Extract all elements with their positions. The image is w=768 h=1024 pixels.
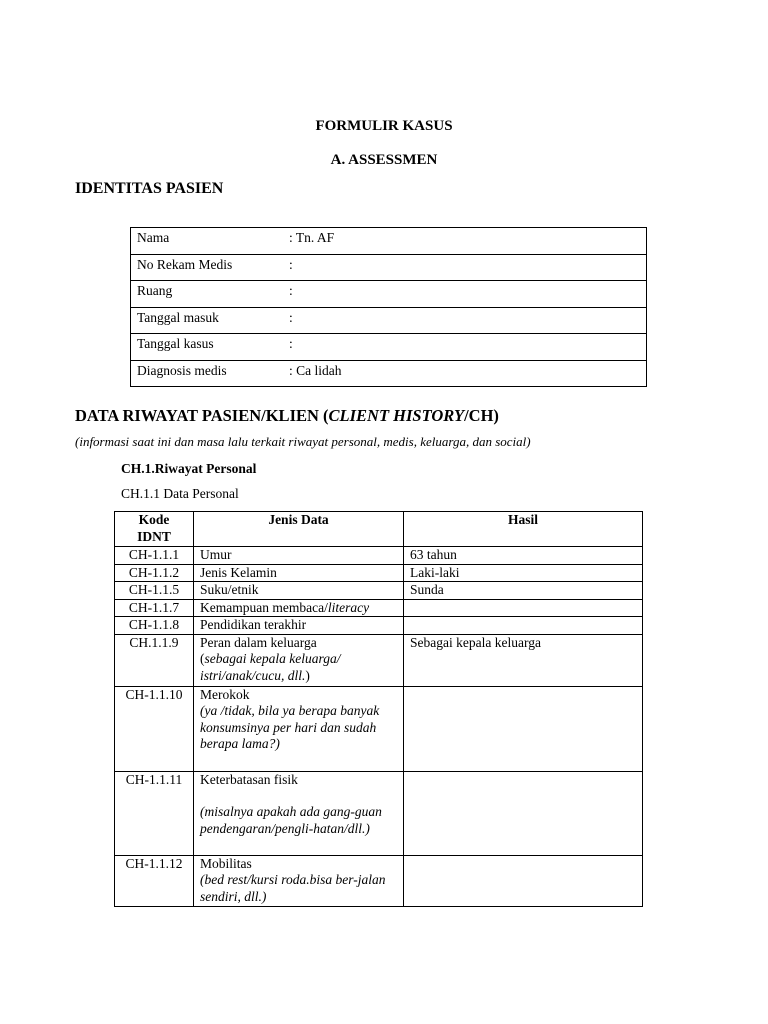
row-jenis-label: Mobilitas <box>200 855 252 871</box>
identity-table <box>130 227 647 387</box>
row-jenis-label: Keterbatasan fisik <box>200 771 298 787</box>
row-code: CH.1.1.9 <box>115 634 194 686</box>
row-hasil: Sunda <box>404 582 643 600</box>
row-hasil: 63 tahun <box>404 547 643 565</box>
header-code-line1: Kode <box>138 512 170 527</box>
form-title: FORMULIR KASUS <box>315 118 453 134</box>
row-code: CH-1.1.8 <box>115 617 194 635</box>
table-row <box>115 617 643 635</box>
identity-row <box>131 281 647 308</box>
identity-row <box>131 334 647 361</box>
row-hasil <box>404 855 643 906</box>
row-hasil <box>404 771 643 855</box>
identity-value: : <box>283 307 647 334</box>
history-heading-pre: DATA RIWAYAT PASIEN/KLIEN ( <box>75 406 329 425</box>
header-hasil: Hasil <box>404 512 643 547</box>
header-jenis: Jenis Data <box>194 512 404 547</box>
identity-value: : <box>283 254 647 281</box>
data-personal-label: CH.1.1 Data Personal <box>121 486 239 501</box>
history-note: (informasi saat ini dan masa lalu terkait riwayat personal, medis, keluarga, dan social) <box>75 434 531 449</box>
table-row <box>115 564 643 582</box>
identity-label: Diagnosis medis <box>131 360 284 387</box>
identity-label: Nama <box>131 228 284 255</box>
row-hasil: Sebagai kepala keluarga <box>404 634 643 686</box>
table-row <box>115 599 643 617</box>
identity-label: Tanggal masuk <box>131 307 284 334</box>
history-heading-post: /CH) <box>464 406 499 425</box>
row-jenis <box>194 634 404 686</box>
row-note: (bed rest/kursi roda.bisa ber-jalan sendiri, dll.) <box>200 872 386 904</box>
identity-label: No Rekam Medis <box>131 254 284 281</box>
identity-value: : <box>283 334 647 361</box>
identity-row <box>131 360 647 387</box>
row-code: CH-1.1.12 <box>115 855 194 906</box>
identity-heading: IDENTITAS PASIEN <box>75 180 224 197</box>
table-row <box>115 771 643 855</box>
history-heading-italic: CLIENT HISTORY <box>328 406 465 425</box>
row-jenis-label: Merokok <box>200 686 250 702</box>
row-jenis-plain: Kemampuan membaca/ <box>200 599 328 615</box>
table-row <box>115 855 643 906</box>
row-jenis: Pendidikan terakhir <box>194 617 404 635</box>
table-row <box>115 582 643 600</box>
row-code: CH-1.1.10 <box>115 686 194 771</box>
identity-value: : <box>283 281 647 308</box>
row-code: CH-1.1.2 <box>115 564 194 582</box>
history-heading <box>75 406 499 426</box>
personal-heading: CH.1.Riwayat Personal <box>121 461 257 476</box>
row-note-open: ( <box>200 651 205 666</box>
identity-value: : Tn. AF <box>283 228 647 255</box>
identity-value: : Ca lidah <box>283 360 647 387</box>
row-hasil <box>404 617 643 635</box>
row-code: CH-1.1.5 <box>115 582 194 600</box>
header-code-line2: IDNT <box>137 528 171 544</box>
row-code: CH-1.1.1 <box>115 547 194 565</box>
row-note: (misalnya apakah ada gang-guan pendengaran/pengli-hatan/dll.) <box>200 804 382 836</box>
row-spacer <box>200 788 403 804</box>
identity-row <box>131 254 647 281</box>
row-note-close: ) <box>305 667 310 683</box>
identity-label: Tanggal kasus <box>131 334 284 361</box>
identity-row <box>131 307 647 334</box>
row-code: CH-1.1.11 <box>115 771 194 855</box>
data-personal-table <box>114 511 643 907</box>
row-hasil <box>404 599 643 617</box>
identity-label: Ruang <box>131 281 284 308</box>
table-header-row <box>115 512 643 547</box>
row-note: (ya /tidak, bila ya berapa banyak konsumsinya per hari dan sudah berapa lama?) <box>200 703 380 751</box>
identity-row <box>131 228 647 255</box>
section-title: A. ASSESSMEN <box>330 152 438 168</box>
row-jenis <box>194 686 404 771</box>
row-hasil: Laki-laki <box>404 564 643 582</box>
table-row <box>115 634 643 686</box>
row-jenis <box>194 855 404 906</box>
table-row <box>115 686 643 771</box>
row-code: CH-1.1.7 <box>115 599 194 617</box>
row-jenis: Umur <box>194 547 404 565</box>
row-jenis: Suku/etnik <box>194 582 404 600</box>
row-jenis <box>194 771 404 855</box>
row-note: sebagai kepala keluarga/ istri/anak/cucu, dll. <box>200 651 341 683</box>
row-jenis <box>194 599 404 617</box>
row-jenis-italic: literacy <box>327 599 370 615</box>
row-hasil <box>404 686 643 771</box>
table-row <box>115 547 643 565</box>
row-jenis: Jenis Kelamin <box>194 564 404 582</box>
row-jenis-label: Peran dalam keluarga <box>200 634 317 650</box>
header-code <box>115 512 194 547</box>
